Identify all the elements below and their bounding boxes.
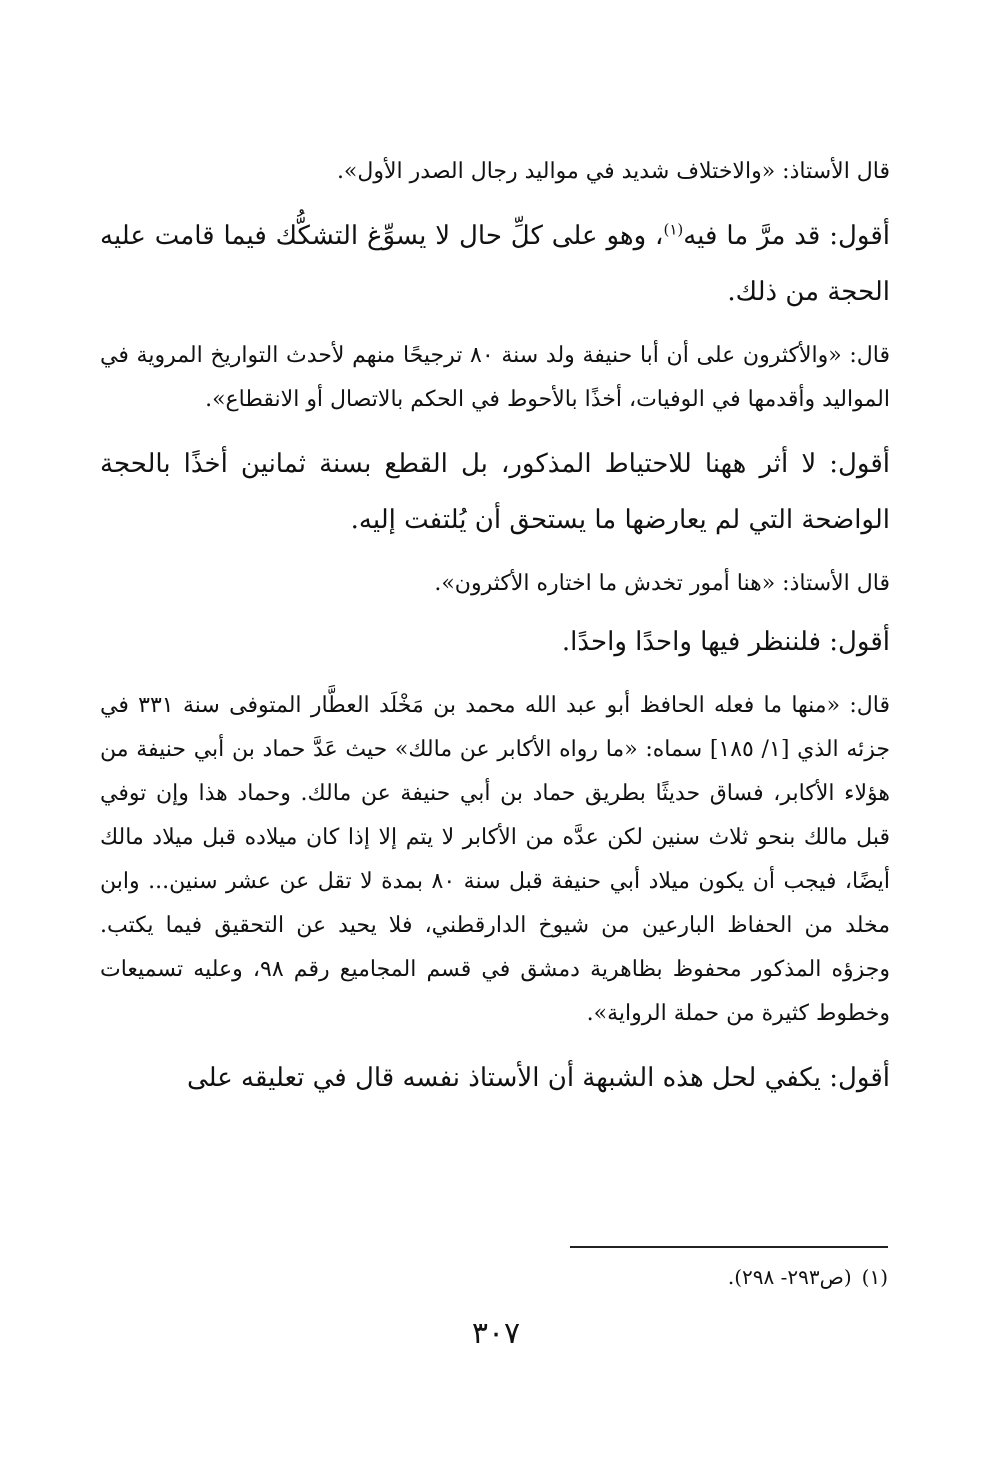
footnote-marker: (١) [861,1265,888,1289]
main-text [100,150,890,1120]
reply-1-text-start: أقول: قد مرَّ ما فيه [683,221,890,251]
page-number: ٣٠٧ [471,1316,521,1351]
paragraph-quote-4: قال: «منها ما فعله الحافظ أبو عبد الله محمد بن مَخْلَد العطَّار المتوفى سنة ٣٣١ في جزئه الذي [١/ ١٨٥] سماه: «ما رواه الأكابر عن مالك» حيث عَدَّ حماد بن أبي حنيفة من هؤلاء الأكابر، فساق حديثًا بطريق حماد بن أبي حنيفة عن مالك. وحماد هذا وإن توفي قبل مالك بنحو ثلاث سنين لكن عدَّه من الأكابر لا يتم إلا إذا كان ميلاده قبل ميلاد مالك أيضًا، فيجب أن يكون ميلاد أبي حنيفة قبل سنة ٨٠ بمدة لا تقل عن عشر سنين... وابن مخلد من الحفاظ البارعين من شيوخ الدارقطني، فلا يحيد عن التحقيق فيما يكتب. وجزؤه المذكور محفوظ بظاهرية دمشق في قسم المجاميع رقم ٩٨، وعليه تسميعات وخطوط كثيرة من حملة الرواية». [100,693,891,1026]
footnote-text: (ص٢٩٣- ٢٩٨). [727,1265,852,1289]
paragraph-reply-4: أقول: يكفي لحل هذه الشبهة أن الأستاذ نفسه قال في تعليقه على [186,1063,890,1093]
paragraph-reply-3: أقول: فلننظر فيها واحدًا واحدًا. [561,627,890,657]
paragraph-quote-2: قال: «والأكثرون على أن أبا حنيفة ولد سنة ٨٠ ترجيحًا منهم لأحدث التواريخ المروية في المواليد وأقدمها في الوفيات، أخذًا بالأحوط في الحكم بالاتصال أو الانقطاع». [100,343,891,412]
footnote [560,1262,888,1292]
paragraph-quote-3: قال الأستاذ: «هنا أمور تخدش ما اختاره الأكثرون». [434,571,890,596]
paragraph-reply-2: أقول: لا أثر ههنا للاحتياط المذكور، بل القطع بسنة ثمانين أخذًا بالحجة الواضحة التي لم يعارضها ما يستحق أن يُلتفت إليه. [100,449,890,535]
paragraph-quote-1: قال الأستاذ: «والاختلاف شديد في مواليد رجال الصدر الأول». [336,159,890,184]
footnote-divider [570,1246,888,1248]
paragraph-reply-1 [100,208,890,320]
reply-1-text-end: ، وهو على كلِّ حال لا يسوِّغ التشكُّك فيما قامت عليه الحجة من ذلك. [100,221,890,307]
footnote-reference: (١) [663,220,684,239]
